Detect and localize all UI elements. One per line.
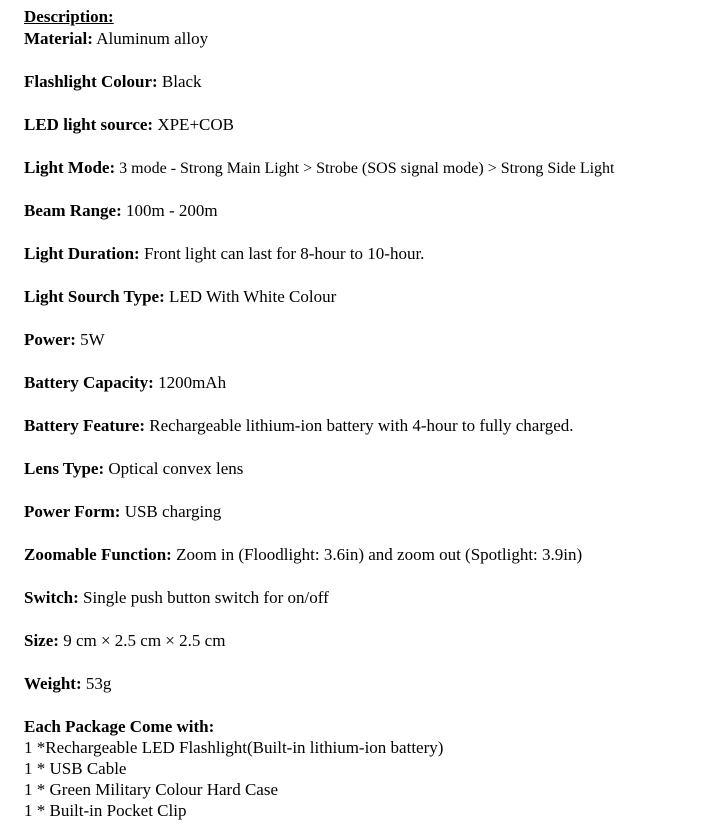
spec-value: LED With White Colour (164, 287, 337, 306)
spec-label: Light Duration: (24, 244, 140, 263)
spec-label: Battery Capacity: (24, 373, 154, 392)
spec-value: Single push button switch for on/off (78, 588, 329, 607)
spec-label: Lens Type: (24, 459, 105, 478)
package-item: 1 * Green Military Colour Hard Case (24, 780, 278, 799)
spec-label: Zoomable Function: (24, 545, 172, 564)
spec-lens-type (24, 458, 713, 479)
spec-flashlight-colour (24, 71, 713, 92)
spec-label: Light Sourch Type: (24, 287, 165, 306)
spec-battery-feature (24, 415, 713, 436)
spec-value: Black (157, 72, 202, 91)
spec-value: 9 cm × 2.5 cm × 2.5 cm (58, 631, 226, 650)
spec-battery-capacity (24, 372, 713, 393)
spec-value: Zoom in (Floodlight: 3.6in) and zoom out (Spotlight: 3.9in) (171, 545, 583, 564)
spec-zoomable-function (24, 544, 713, 565)
spec-label: Size: (24, 631, 59, 650)
spec-power-form (24, 501, 713, 522)
spec-label: Beam Range: (24, 201, 122, 220)
spec-value: Front light can last for 8-hour to 10-hour. (139, 244, 425, 263)
spec-size (24, 630, 713, 651)
spec-light-duration (24, 243, 713, 264)
spec-label: Material: (24, 29, 93, 48)
spec-label: Switch: (24, 588, 79, 607)
spec-value: 5W (75, 330, 105, 349)
spec-value: XPE+COB (153, 115, 234, 134)
spec-value: USB charging (120, 502, 222, 521)
spec-led-light-source (24, 114, 713, 135)
spec-value: 53g (81, 674, 112, 693)
spec-label: Weight: (24, 674, 82, 693)
package-contents (24, 716, 713, 821)
spec-switch (24, 587, 713, 608)
spec-weight (24, 673, 713, 694)
spec-material (24, 28, 713, 49)
spec-label: LED light source: (24, 115, 154, 134)
spec-label: Power: (24, 330, 76, 349)
package-item: 1 * Built-in Pocket Clip (24, 801, 187, 820)
package-title: Each Package Come with: (24, 717, 215, 736)
spec-value: Rechargeable lithium-ion battery with 4-hour to fully charged. (145, 416, 574, 435)
package-item: 1 *Rechargeable LED Flashlight(Built-in lithium-ion battery) (24, 738, 444, 757)
spec-label: Light Mode: (24, 158, 116, 177)
spec-value: 100m - 200m (121, 201, 218, 220)
spec-value: 1200mAh (153, 373, 227, 392)
spec-beam-range (24, 200, 713, 221)
spec-label: Battery Feature: (24, 416, 145, 435)
spec-value: 3 mode - Strong Main Light > Strobe (SOS signal mode) > Strong Side Light (115, 160, 615, 177)
spec-power (24, 329, 713, 350)
package-item: 1 * USB Cable (24, 759, 127, 778)
description-heading: Description: (24, 7, 114, 26)
spec-value: Optical convex lens (104, 459, 244, 478)
spec-label: Power Form: (24, 502, 121, 521)
spec-value: Aluminum alloy (92, 29, 209, 48)
spec-light-source-type (24, 286, 713, 307)
spec-light-mode (24, 157, 713, 178)
spec-label: Flashlight Colour: (24, 72, 158, 91)
